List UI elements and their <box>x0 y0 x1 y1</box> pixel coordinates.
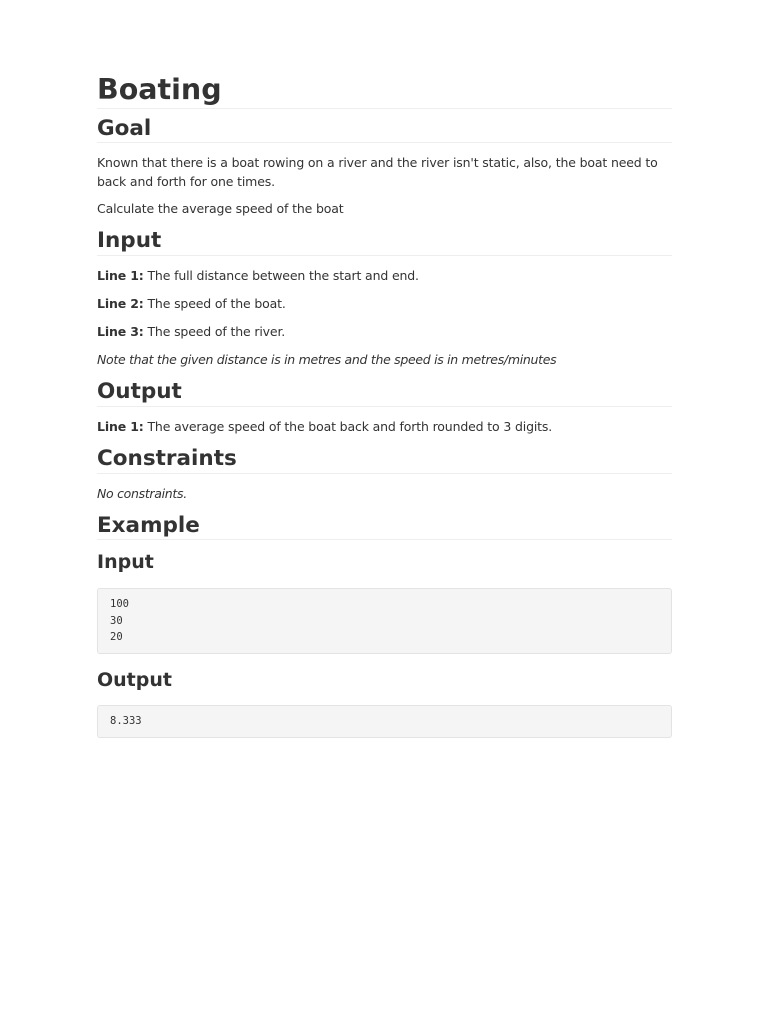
input-heading: Input <box>97 229 672 256</box>
statement-page <box>97 74 672 753</box>
goal-paragraph: Calculate the average speed of the boat <box>97 201 344 217</box>
input-line-2-text: The speed of the boat. <box>143 296 286 312</box>
goal-paragraph: Known that there is a boat rowing on a river and the river isn't static, also, the boat need to back and forth for one times. <box>97 155 658 190</box>
output-heading: Output <box>97 380 672 407</box>
output-line-1-label: Line 1: <box>97 418 144 434</box>
input-line-3 <box>97 322 672 341</box>
constraints-heading: Constraints <box>97 447 672 474</box>
example-input-heading: Input <box>97 551 154 574</box>
input-line-1-label: Line 1: <box>97 268 144 284</box>
example-input-block: 100 30 20 <box>97 588 672 654</box>
input-line-2-label: Line 2: <box>97 296 144 312</box>
page-title: Boating <box>97 74 672 109</box>
constraints-text: No constraints. <box>97 485 187 501</box>
example-output-heading: Output <box>97 668 172 691</box>
example-heading: Example <box>97 514 672 541</box>
example-output-block: 8.333 <box>97 705 672 738</box>
input-line-3-text: The speed of the river. <box>143 324 286 340</box>
input-line-1 <box>97 266 672 285</box>
output-line-1-text: The average speed of the boat back and forth rounded to 3 digits. <box>143 418 553 434</box>
input-line-1-text: The full distance between the start and end. <box>143 268 419 284</box>
output-line-1 <box>97 417 672 436</box>
input-line-2 <box>97 294 672 313</box>
input-note: Note that the given distance is in metres and the speed is in metres/minutes <box>97 352 557 368</box>
input-line-3-label: Line 3: <box>97 324 144 340</box>
goal-heading: Goal <box>97 117 672 144</box>
